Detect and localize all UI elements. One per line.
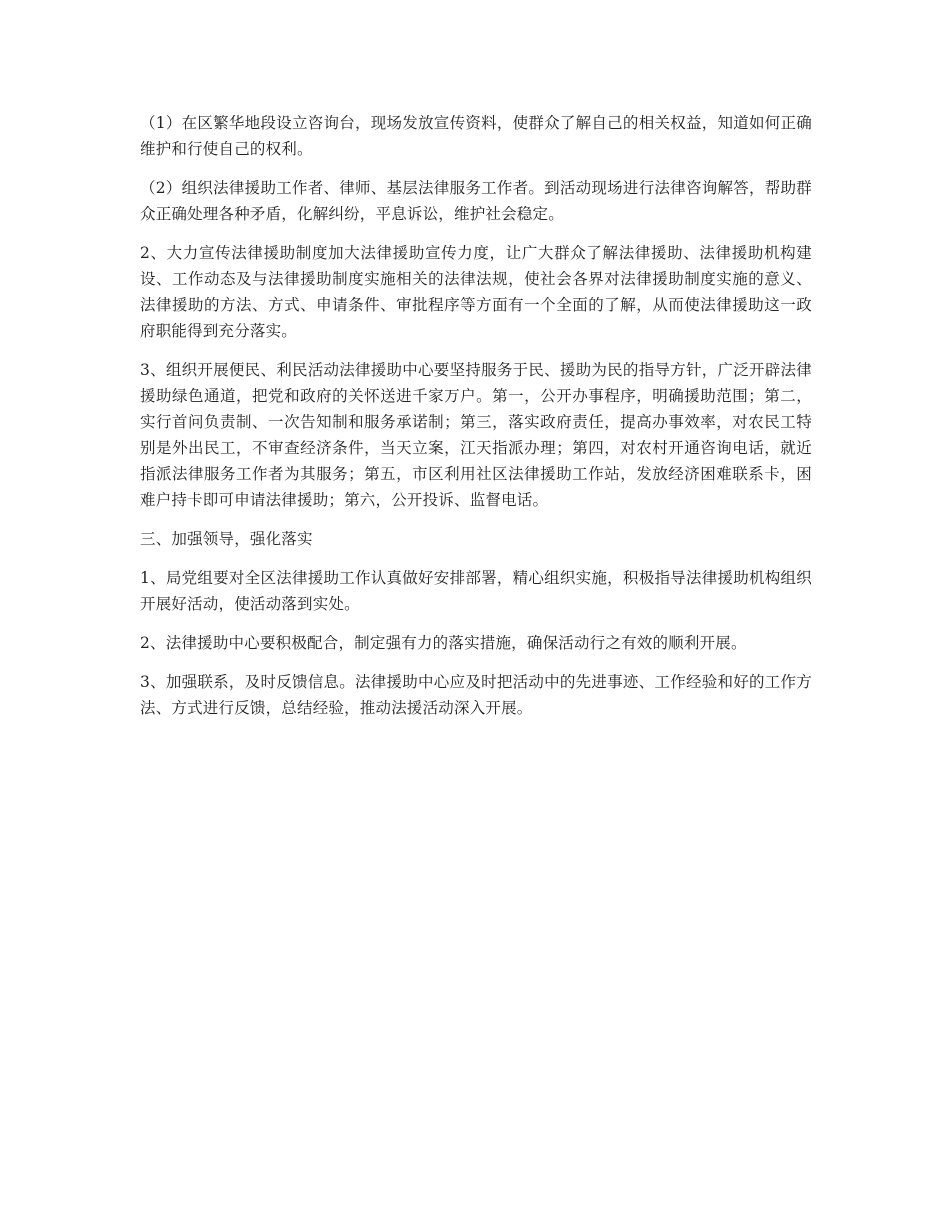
- paragraph-consultation-desk: （1）在区繁华地段设立咨询台，现场发放宣传资料，使群众了解自己的相关权益，知道如何正确维护和行使自己的权利。: [140, 114, 812, 158]
- paragraph-publicize-system: 2、大力宣传法律援助制度加大法律援助宣传力度，让广大群众了解法律援助、法律援助机构建设、工作动态及与法律援助制度实施相关的法律法规，使社会各界对法律援助制度实施的意义、法律援助的方法、方式、申请条件、审批程序等方面有一个全面的了解，从而使法律援助这一政府职能得到充分落实。: [140, 244, 812, 340]
- paragraph-feedback: 3、加强联系，及时反馈信息。法律援助中心应及时把活动中的先进事迹、工作经验和好的工作方法、方式进行反馈，总结经验，推动法援活动深入开展。: [140, 673, 812, 717]
- paragraph-party-group: 1、局党组要对全区法律援助工作认真做好安排部署，精心组织实施，积极指导法律援助机构组织开展好活动，使活动落到实处。: [140, 569, 812, 613]
- document-body: [140, 110, 812, 734]
- paragraph-legal-aid-workers: （2）组织法律援助工作者、律师、基层法律服务工作者。到活动现场进行法律咨询解答，帮助群众正确处理各种矛盾，化解纠纷，平息诉讼，维护社会稳定。: [140, 179, 812, 223]
- paragraph-convenience-activities: 3、组织开展便民、利民活动法律援助中心要坚持服务于民、援助为民的指导方针，广泛开辟法律援助绿色通道，把党和政府的关怀送进千家万户。第一，公开办事程序，明确援助范围；第二，实行首问负责制、一次告知制和服务承诺制；第三，落实政府责任，提高办事效率，对农民工特别是外出民工，不审查经济条件，当天立案，江天指派办理；第四，对农村开通咨询电话，就近指派法律服务工作者为其服务；第五，市区利用社区法律援助工作站，发放经济困难联系卡，困难户持卡即可申请法律援助；第六，公开投诉、监督电话。: [140, 361, 812, 509]
- paragraph-center-cooperation: 2、法律援助中心要积极配合，制定强有力的落实措施，确保活动行之有效的顺利开展。: [140, 634, 747, 652]
- section-heading-leadership: 三、加强领导，强化落实: [140, 530, 313, 548]
